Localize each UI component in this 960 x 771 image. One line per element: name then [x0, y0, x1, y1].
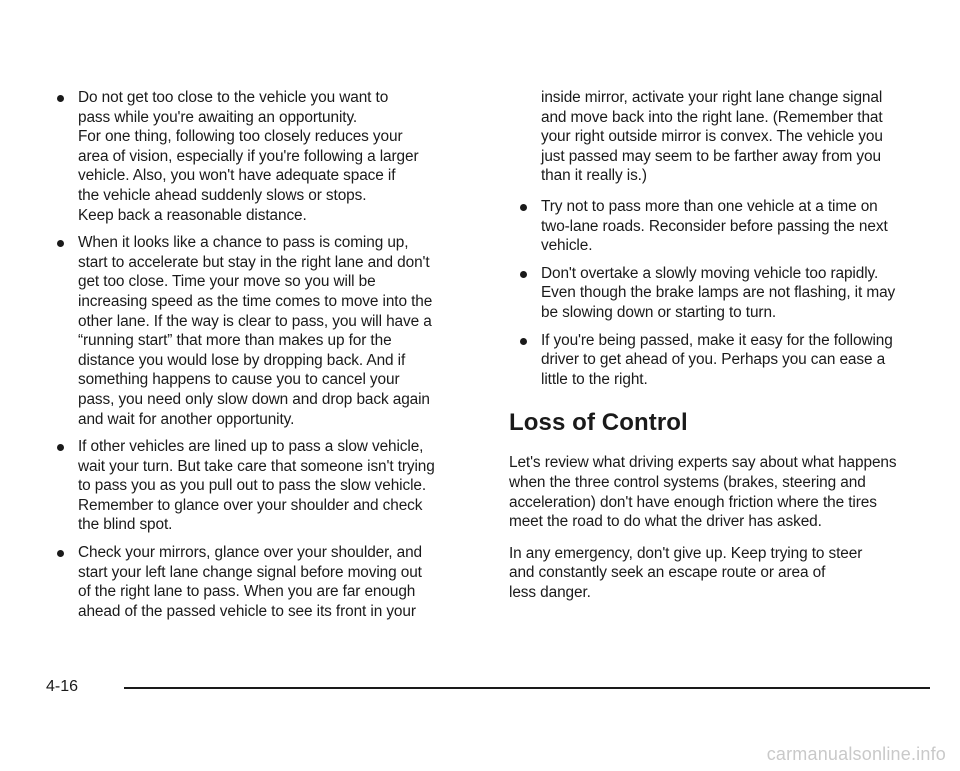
bullet-item — [509, 264, 929, 323]
text-line: just passed may seem to be farther away from you — [541, 147, 881, 165]
text-line: “running start” that more than makes up for the — [78, 332, 392, 350]
text-line: be slowing down or starting to turn. — [541, 303, 777, 321]
text-line: Even though the brake lamps are not flashing, it may — [541, 284, 896, 302]
text-line: If other vehicles are lined up to pass a slow vehicle, — [78, 438, 424, 456]
body-paragraph — [509, 453, 929, 531]
text-line: less danger. — [509, 583, 591, 601]
text-line: pass while you're awaiting an opportunity. — [78, 108, 358, 126]
text-line: distance you would lose by dropping back. And if — [78, 351, 406, 369]
text-line: the vehicle ahead suddenly slows or stops. — [78, 186, 367, 204]
text-line: to pass you as you pull out to pass the slow vehicle. — [78, 477, 427, 495]
body-paragraph — [509, 544, 929, 603]
text-line: Don't overtake a slowly moving vehicle too rapidly. — [541, 264, 879, 282]
bullet-icon — [57, 550, 64, 557]
section-heading: Loss of Control — [509, 409, 688, 437]
bullet-icon — [57, 95, 64, 102]
text-line: meet the road to do what the driver has asked. — [509, 513, 822, 531]
text-line: when the three control systems (brakes, steering and — [509, 473, 866, 491]
bullet-item — [46, 88, 478, 225]
text-line: area of vision, especially if you're following a larger — [78, 147, 419, 165]
page-number: 4-16 — [46, 678, 79, 695]
text-line: Let's review what driving experts say about what happens — [509, 454, 897, 472]
text-line: Do not get too close to the vehicle you want to — [78, 89, 389, 106]
text-line: and constantly seek an escape route or area of — [509, 564, 826, 582]
bullet-item — [46, 437, 478, 535]
left-bullet-list — [46, 88, 478, 621]
text-line: For one thing, following too closely reduces your — [78, 128, 403, 146]
bullet-icon — [520, 204, 527, 211]
text-line: Keep back a reasonable distance. — [78, 206, 307, 224]
text-line: and wait for another opportunity. — [78, 410, 295, 428]
text-line: pass, you need only slow down and drop back again — [78, 390, 430, 408]
text-line: get too close. Time your move so you will be — [78, 273, 376, 291]
bullet-icon — [57, 240, 64, 247]
watermark: carmanualsonline.info — [766, 744, 946, 764]
left-column — [46, 88, 478, 629]
text-line: start your left lane change signal before moving out — [78, 563, 422, 581]
text-line: increasing speed as the time comes to move into the — [78, 292, 433, 310]
text-line: than it really is.) — [541, 167, 647, 185]
text-line: little to the right. — [541, 370, 648, 388]
text-line: other lane. If the way is clear to pass, you will have a — [78, 312, 432, 330]
text-line: When it looks like a chance to pass is coming up, — [78, 234, 409, 252]
text-line: start to accelerate but stay in the right lane and don't — [78, 253, 430, 271]
text-line: vehicle. — [541, 237, 593, 255]
text-line: your right outside mirror is convex. The vehicle you — [541, 128, 883, 146]
bullet-icon — [57, 444, 64, 451]
text-line: If you're being passed, make it easy for the following — [541, 331, 893, 349]
text-line: wait your turn. But take care that someone isn't trying — [78, 457, 435, 475]
bullet-continuation — [509, 88, 929, 186]
bullet-icon — [520, 338, 527, 345]
bullet-item — [509, 197, 929, 256]
text-line: the blind spot. — [78, 516, 173, 534]
text-line: and move back into the right lane. (Remember that — [541, 108, 883, 126]
text-line: In any emergency, don't give up. Keep trying to steer — [509, 544, 863, 562]
text-line: driver to get ahead of you. Perhaps you can ease a — [541, 351, 886, 369]
text-line: two-lane roads. Reconsider before passing the next — [541, 217, 888, 235]
text-line: Check your mirrors, glance over your shoulder, and — [78, 544, 423, 562]
bullet-item — [509, 331, 929, 390]
bullet-item — [46, 233, 478, 429]
text-line: vehicle. Also, you won't have adequate space if — [78, 167, 396, 185]
text-line: Try not to pass more than one vehicle at a time on — [541, 197, 878, 215]
right-column — [509, 88, 929, 614]
text-line: acceleration) don't have enough friction where the tires — [509, 493, 877, 511]
bullet-icon — [520, 271, 527, 278]
text-line: Remember to glance over your shoulder and check — [78, 496, 423, 514]
bullet-item — [46, 543, 478, 621]
text-line: something happens to cause you to cancel your — [78, 371, 400, 389]
text-line: ahead of the passed vehicle to see its front in your — [78, 602, 416, 620]
right-bullet-list — [509, 197, 929, 389]
text-line: inside mirror, activate your right lane change signal — [541, 89, 883, 106]
footer-rule — [124, 687, 930, 689]
text-line: of the right lane to pass. When you are far enough — [78, 583, 416, 601]
page-footer — [46, 672, 930, 702]
